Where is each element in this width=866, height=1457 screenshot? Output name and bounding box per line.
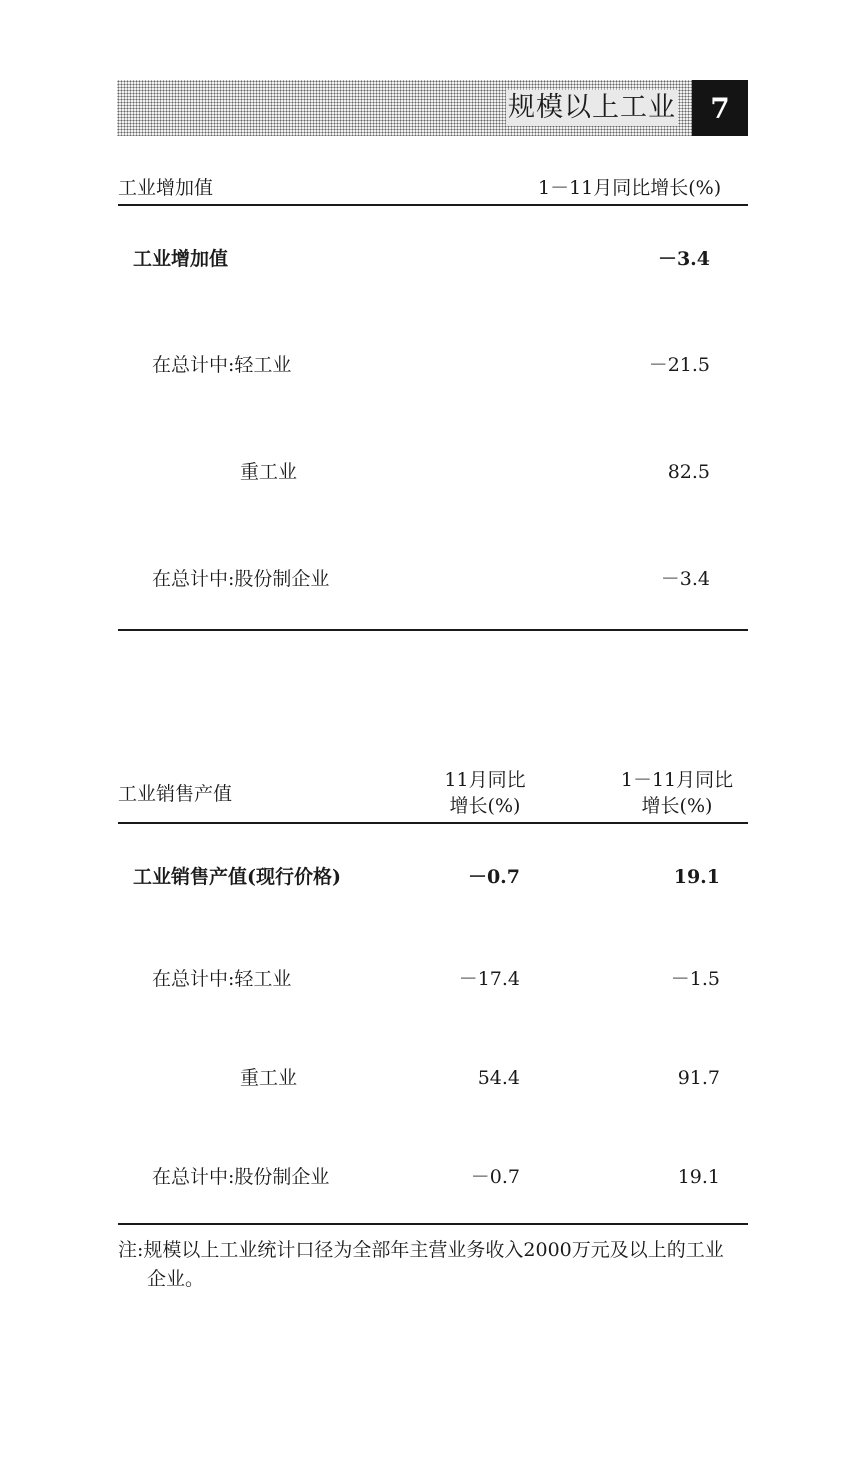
section-title: 规模以上工业	[506, 90, 678, 126]
table1-row-label: 在总计中:股份制企业	[152, 568, 330, 590]
table2-col1-header-line1: 11月同比	[444, 769, 526, 791]
page-number-badge: 7	[692, 80, 748, 136]
table2-row-value-11m: 54.4	[477, 1067, 520, 1089]
table2-col2-header-line1: 1－11月同比	[620, 769, 734, 791]
table2-col1-header-line2: 增长(%)	[449, 795, 521, 817]
table2-col2-header-line2: 增长(%)	[641, 795, 713, 817]
table2-row-value-1to11m: 19.1	[677, 1166, 720, 1188]
table2-row-label: 工业销售产值(现行价格)	[133, 866, 341, 888]
table1-row-value: －3.4	[657, 248, 710, 270]
footnote-line2: 企业。	[147, 1268, 205, 1290]
table2-row-value-1to11m: 19.1	[673, 866, 720, 888]
table1-bottom-rule	[118, 629, 748, 631]
table1-top-rule	[118, 204, 748, 206]
table2-caption: 工业销售产值	[118, 783, 233, 805]
table1-row-value: －21.5	[648, 354, 710, 376]
table2-row-value-11m: －0.7	[470, 1166, 520, 1188]
table1-row-label: 重工业	[240, 461, 298, 483]
table1-row-label: 在总计中:轻工业	[152, 354, 292, 376]
table2-row-label: 在总计中:股份制企业	[152, 1166, 330, 1188]
footnote-line1: 注:规模以上工业统计口径为全部年主营业务收入2000万元及以上的工业	[118, 1239, 724, 1261]
section-header-banner	[117, 80, 692, 136]
table1-caption: 工业增加值	[118, 177, 214, 199]
table2-bottom-rule	[118, 1223, 748, 1225]
table2-row-value-11m: －17.4	[458, 968, 520, 990]
footnote	[118, 1236, 750, 1294]
table1-row-value: 82.5	[667, 461, 710, 483]
table1-row-value: －3.4	[660, 568, 710, 590]
table2-row-value-1to11m: －1.5	[670, 968, 720, 990]
table2-row-value-11m: －0.7	[467, 866, 520, 888]
table2-row-label: 在总计中:轻工业	[152, 968, 292, 990]
table2-row-label: 重工业	[240, 1067, 298, 1089]
table1-row-label: 工业增加值	[133, 248, 229, 270]
table1-column-header: 1－11月同比增长(%)	[538, 177, 722, 199]
table2-top-rule	[118, 822, 748, 824]
table2-row-value-1to11m: 91.7	[677, 1067, 720, 1089]
